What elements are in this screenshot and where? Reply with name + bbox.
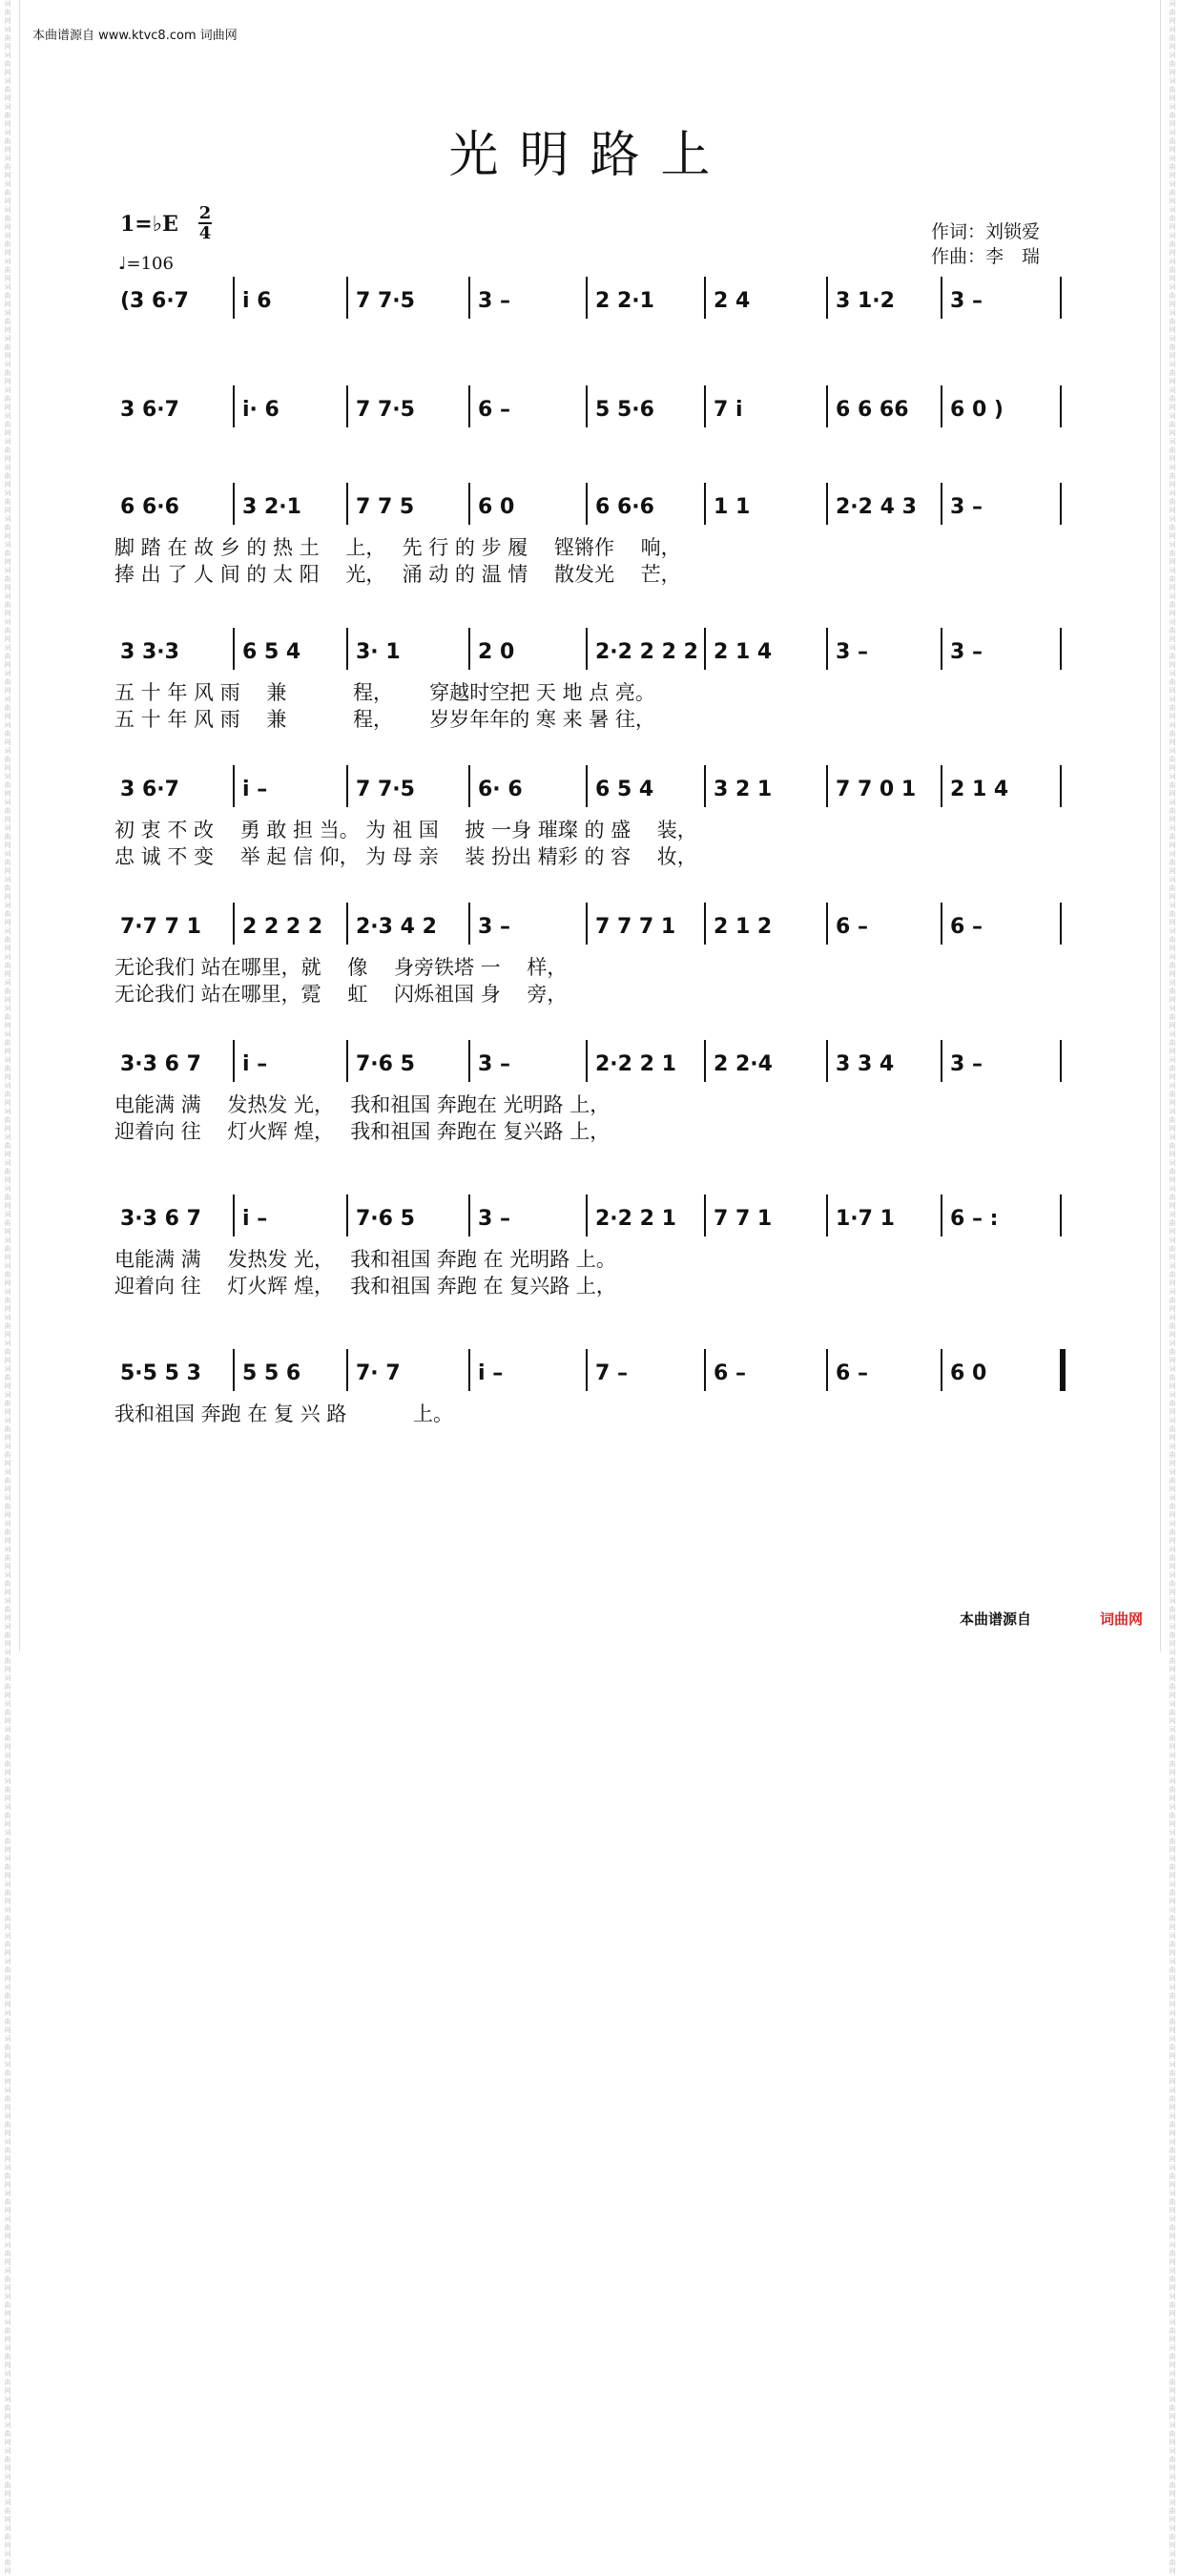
- score-row: [114, 634, 1068, 731]
- bar-line: [704, 628, 706, 670]
- measure: 2·3 4 2: [356, 915, 437, 939]
- measure: i· 6: [242, 398, 279, 422]
- notation-line: [114, 771, 1068, 809]
- bar-line: [233, 483, 235, 525]
- measure: 2 2·1: [595, 289, 654, 313]
- right-edge-line: [1160, 0, 1161, 1652]
- notation-line: [114, 391, 1068, 429]
- measure: 7 –: [595, 1361, 628, 1385]
- bar-line: [941, 765, 942, 807]
- measure: 7· 7: [356, 1361, 401, 1385]
- measure: 3 3·3: [120, 640, 179, 664]
- score-row: [114, 282, 1068, 359]
- measure: 1·7 1: [836, 1207, 895, 1231]
- bar-line: [233, 765, 235, 807]
- bar-line: [468, 385, 470, 427]
- bar-line: [941, 1349, 942, 1391]
- bar-line: [826, 385, 828, 427]
- measure: 3 –: [478, 915, 510, 939]
- measure: 5·5 5 3: [120, 1361, 201, 1385]
- score-row: [114, 488, 1068, 586]
- bar-line: [233, 1349, 235, 1391]
- bar-line: [826, 483, 828, 525]
- bar-line: [826, 277, 828, 319]
- bar-line: [346, 277, 348, 319]
- bar-line: [704, 1349, 706, 1391]
- left-edge-watermark: 词曲网词曲网词曲网词曲网词曲网词曲网词曲网词曲网词曲网词曲网词曲网词曲网词曲网词曲网词曲网词曲网词曲网词曲网词曲网词曲网词曲网词曲网词曲网词曲网词曲网词曲网词曲网词曲网词曲网词曲网词曲网词曲网词曲网词曲网词曲网词曲网词曲网词曲网词曲网词曲网词曲网词曲网词曲网词曲网词曲网词曲网词曲网词曲网词曲网词曲网词曲网词曲网词曲网词曲网词曲网词曲网词曲网词曲网词曲网词曲网词曲网词曲网词曲网词曲网词曲网词曲网词曲网词曲网词曲网词曲网词曲网词曲网词曲网词曲网词曲网词曲网词曲网词曲网词曲网词曲网词曲网词曲网词曲网词曲网词曲网词曲网词曲网词曲网词曲网词曲网词曲网词曲网词曲网词曲网词曲网词曲网词曲网词曲网词曲网词曲网: [4, 0, 11, 2575]
- measure: 6 6·6: [120, 495, 179, 519]
- bar-line: [346, 628, 348, 670]
- bar-line: [826, 1040, 828, 1082]
- measure: 6 5 4: [242, 640, 301, 664]
- bar-line: [826, 628, 828, 670]
- lyricist-credit: 作词：刘锁爱: [931, 221, 1041, 242]
- measure: 2·2 2 2 2: [595, 640, 698, 664]
- bar-line: [346, 1195, 348, 1236]
- bar-line: [586, 765, 588, 807]
- score-row: [114, 1200, 1068, 1298]
- lyric-line: 我和祖国 奔跑 在 复 兴 路 上。: [114, 1402, 454, 1425]
- measure: 6 0: [950, 1361, 987, 1385]
- lyric-line: 无论我们 站在哪里，霓 虹 闪烁祖国 身 旁，: [114, 983, 568, 1006]
- bar-line: [586, 628, 588, 670]
- measure: 2 2 2 2: [242, 915, 323, 939]
- bar-line: [586, 1040, 588, 1082]
- lyric-line: 五 十 年 风 雨 兼 程， 穿越时空把 天 地 点 亮。: [114, 681, 655, 704]
- measure: 7 7 1: [714, 1207, 773, 1231]
- bar-line: [468, 628, 470, 670]
- measure: 7 7·5: [356, 398, 415, 422]
- bar-line: [586, 1349, 588, 1391]
- bar-line: [941, 1040, 942, 1082]
- measure: 2 4: [714, 289, 751, 313]
- bar-line: [233, 1040, 235, 1082]
- right-edge-watermark: 词曲网词曲网词曲网词曲网词曲网词曲网词曲网词曲网词曲网词曲网词曲网词曲网词曲网词曲网词曲网词曲网词曲网词曲网词曲网词曲网词曲网词曲网词曲网词曲网词曲网词曲网词曲网词曲网词曲网词曲网词曲网词曲网词曲网词曲网词曲网词曲网词曲网词曲网词曲网词曲网词曲网词曲网词曲网词曲网词曲网词曲网词曲网词曲网词曲网词曲网词曲网词曲网词曲网词曲网词曲网词曲网词曲网词曲网词曲网词曲网词曲网词曲网词曲网词曲网词曲网词曲网词曲网词曲网词曲网词曲网词曲网词曲网词曲网词曲网词曲网词曲网词曲网词曲网词曲网词曲网词曲网词曲网词曲网词曲网词曲网词曲网词曲网词曲网词曲网词曲网词曲网词曲网词曲网词曲网词曲网词曲网词曲网词曲网词曲网词曲网: [1169, 0, 1176, 2575]
- measure: 3· 1: [356, 640, 401, 664]
- lyric-line: 捧 出 了 人 间 的 太 阳 光， 涌 动 的 温 情 散发光 芒，: [114, 563, 681, 586]
- measure: 3 –: [950, 495, 983, 519]
- bar-line: [468, 1349, 470, 1391]
- measure: 7 7 5: [356, 495, 415, 519]
- bar-line: [233, 903, 235, 945]
- lyric-line: 五 十 年 风 雨 兼 程， 岁岁年年的 寒 来 暑 往，: [114, 708, 655, 731]
- notation-line: [114, 1355, 1068, 1393]
- tempo-marking: ♩=106: [118, 254, 174, 274]
- measure: 6· 6: [478, 778, 523, 801]
- bar-line: [941, 277, 942, 319]
- composer-credit: 作曲：李 瑞: [931, 246, 1041, 267]
- bar-line: [826, 1349, 828, 1391]
- bar-line: [346, 1040, 348, 1082]
- bar-line: [704, 483, 706, 525]
- bar-line: [346, 903, 348, 945]
- notation-line: [114, 634, 1068, 672]
- bar-line: [826, 765, 828, 807]
- bar-line: [586, 1195, 588, 1236]
- measure: 2 1 4: [950, 778, 1009, 801]
- time-signature: [198, 204, 212, 242]
- lyric-line: 电能满 满 发热发 光， 我和祖国 奔跑在 光明路 上，: [114, 1093, 611, 1116]
- bar-line: [941, 1195, 942, 1236]
- bar-line: [941, 628, 942, 670]
- bar-line: [1060, 1040, 1062, 1082]
- measure: 7·7 7 1: [120, 915, 201, 939]
- bar-line: [468, 483, 470, 525]
- bar-line: [586, 903, 588, 945]
- bar-line: [1060, 1195, 1062, 1236]
- left-edge-line: [19, 0, 20, 1652]
- measure: 7 7·5: [356, 778, 415, 801]
- lyric-line: 忠 诚 不 变 举 起 信 仰， 为 母 亲 装 扮出 精彩 的 容 妆，: [114, 845, 697, 868]
- measure: 3 –: [950, 1052, 983, 1076]
- measure: (3 6·7: [120, 289, 189, 313]
- bar-line: [1060, 385, 1062, 427]
- bar-line: [941, 385, 942, 427]
- key-signature: 1=♭E: [120, 212, 178, 237]
- bar-line: [233, 628, 235, 670]
- bar-line: [941, 903, 942, 945]
- bar-line: [346, 765, 348, 807]
- notation-line: [114, 282, 1068, 321]
- measure: 2 1 4: [714, 640, 773, 664]
- measure: 6 0 ): [950, 398, 1004, 422]
- measure: 6 –: [714, 1361, 746, 1385]
- bar-line: [346, 1349, 348, 1391]
- bar-line: [233, 277, 235, 319]
- measure: 3 –: [478, 289, 510, 313]
- score-row: [114, 771, 1068, 868]
- lyric-line: 迎着向 往 灯火辉 煌， 我和祖国 奔跑在 复兴路 上，: [114, 1120, 611, 1143]
- bar-line: [1060, 628, 1062, 670]
- measure: 6 5 4: [595, 778, 654, 801]
- bar-line: [468, 765, 470, 807]
- source-top-note: 本曲谱源自 www.ktvc8.com 词曲网: [32, 29, 238, 43]
- measure: i –: [242, 1207, 268, 1231]
- bar-line: [233, 1195, 235, 1236]
- notation-line: [114, 1046, 1068, 1084]
- measure: i –: [242, 778, 268, 801]
- measure: i 6: [242, 289, 272, 313]
- bar-line: [704, 765, 706, 807]
- measure: 7 7 7 1: [595, 915, 676, 939]
- bar-line: [704, 385, 706, 427]
- page-title: 光明路上: [448, 127, 732, 184]
- bar-line: [586, 277, 588, 319]
- bar-line: [586, 483, 588, 525]
- bar-line: [346, 385, 348, 427]
- measure: 2·2 2 1: [595, 1052, 676, 1076]
- bar-line: [346, 483, 348, 525]
- bar-line: [468, 1040, 470, 1082]
- score-row: [114, 1355, 1068, 1431]
- measure: 2·2 2 1: [595, 1207, 676, 1231]
- bar-line: [941, 483, 942, 525]
- score-row: [114, 908, 1068, 1006]
- lyric-line: 脚 踏 在 故 乡 的 热 土 上， 先 行 的 步 履 铿锵作 响，: [114, 536, 681, 559]
- measure: 7 i: [714, 398, 743, 422]
- bar-line: [704, 903, 706, 945]
- measure: 6 –: [950, 915, 983, 939]
- measure: 6 6·6: [595, 495, 654, 519]
- bar-line: [468, 903, 470, 945]
- measure: 5 5·6: [595, 398, 654, 422]
- measure: 3 –: [950, 640, 983, 664]
- measure: 3·3 6 7: [120, 1052, 201, 1076]
- measure: 6 – :: [950, 1207, 999, 1231]
- measure: 2 1 2: [714, 915, 773, 939]
- bar-line: [468, 277, 470, 319]
- bar-line: [826, 903, 828, 945]
- notation-line: [114, 908, 1068, 946]
- bar-line: [1060, 277, 1062, 319]
- bar-line: [1060, 483, 1062, 525]
- lyric-line: 迎着向 往 灯火辉 煌， 我和祖国 奔跑 在 复兴路 上，: [114, 1275, 616, 1298]
- measure: 3 6·7: [120, 778, 179, 801]
- time-signature-top: 2: [198, 203, 212, 223]
- notation-line: [114, 488, 1068, 527]
- measure: 3·3 6 7: [120, 1207, 201, 1231]
- bar-line: [1060, 765, 1062, 807]
- measure: 3 –: [950, 289, 983, 313]
- bar-line: [826, 1195, 828, 1236]
- score-row: [114, 391, 1068, 467]
- notation-line: [114, 1200, 1068, 1238]
- bar-line: [1060, 1349, 1066, 1391]
- measure: 3 1·2: [836, 289, 895, 313]
- measure: 6 0: [478, 495, 515, 519]
- measure: 3 2·1: [242, 495, 301, 519]
- score-row: [114, 1046, 1068, 1143]
- measure: 3 –: [836, 640, 868, 664]
- bar-line: [1060, 903, 1062, 945]
- measure: 3 3 4: [836, 1052, 895, 1076]
- footer-source-label: 本曲谱源自: [960, 1610, 1032, 1628]
- measure: 7 7·5: [356, 289, 415, 313]
- measure: 3 6·7: [120, 398, 179, 422]
- time-signature-bottom: 4: [198, 223, 212, 243]
- measure: i –: [478, 1361, 504, 1385]
- measure: 6 –: [836, 915, 868, 939]
- lyric-line: 初 衷 不 改 勇 敢 担 当。 为 祖 国 披 一身 璀璨 的 盛 装，: [114, 819, 697, 841]
- measure: 6 –: [478, 398, 510, 422]
- measure: 7·6 5: [356, 1052, 415, 1076]
- measure: 2 0: [478, 640, 515, 664]
- bar-line: [704, 277, 706, 319]
- bar-line: [704, 1195, 706, 1236]
- lyric-line: 电能满 满 发热发 光， 我和祖国 奔跑 在 光明路 上。: [114, 1248, 616, 1271]
- bar-line: [586, 385, 588, 427]
- measure: 7·6 5: [356, 1207, 415, 1231]
- measure: 5 5 6: [242, 1361, 301, 1385]
- bar-line: [233, 385, 235, 427]
- footer-site-label: 词曲网: [1100, 1610, 1144, 1628]
- measure: 3 –: [478, 1052, 510, 1076]
- measure: 6 6 66: [836, 398, 909, 422]
- measure: i –: [242, 1052, 268, 1076]
- lyric-line: 无论我们 站在哪里，就 像 身旁铁塔 一 样，: [114, 956, 568, 979]
- measure: 2 2·4: [714, 1052, 773, 1076]
- measure: 7 7 0 1: [836, 778, 917, 801]
- measure: 2·2 4 3: [836, 495, 917, 519]
- measure: 3 2 1: [714, 778, 773, 801]
- bar-line: [704, 1040, 706, 1082]
- measure: 6 –: [836, 1361, 868, 1385]
- measure: 1 1: [714, 495, 751, 519]
- measure: 3 –: [478, 1207, 510, 1231]
- bar-line: [468, 1195, 470, 1236]
